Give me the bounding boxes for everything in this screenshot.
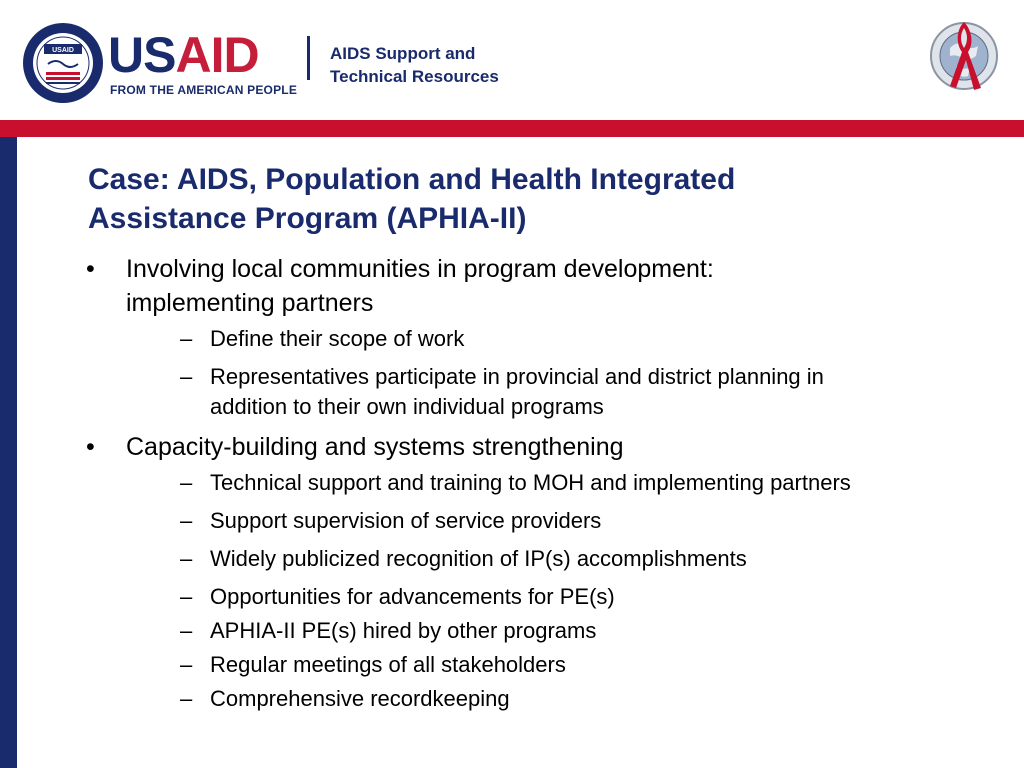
sub-bullet-item xyxy=(126,544,966,574)
slide-title xyxy=(88,160,968,238)
dash-marker: – xyxy=(180,470,193,495)
sub-bullet-item xyxy=(126,684,966,714)
sub-bullet-text-line1: Representatives participate in provincial and district planning in xyxy=(210,364,824,389)
bullet-text-line2: implementing partners xyxy=(126,289,374,317)
dash-marker: – xyxy=(180,326,193,351)
sub-bullet-item xyxy=(126,506,966,536)
sub-bullet-item xyxy=(126,362,966,422)
sub-bullet-list xyxy=(126,324,966,422)
dash-marker: – xyxy=(180,546,193,571)
sub-bullet-text-line1: Support supervision of service providers xyxy=(210,508,602,533)
seal-label: USAID xyxy=(52,47,74,54)
bullet-marker: • xyxy=(86,433,95,461)
bullet-text-line1: Capacity-building and systems strengthening xyxy=(126,433,624,461)
sub-bullet-text-line1: Widely publicized recognition of IP(s) accomplishments xyxy=(210,546,747,571)
sub-bullet-item xyxy=(126,616,966,646)
sub-bullet-item xyxy=(126,582,966,612)
sub-bullet-text-line1: APHIA-II PE(s) hired by other programs xyxy=(210,618,597,643)
sub-bullet-text-line1: Regular meetings of all stakeholders xyxy=(210,652,566,677)
program-name-line2: Technical Resources xyxy=(330,67,499,86)
bullet-item xyxy=(86,252,966,422)
bullet-marker: • xyxy=(86,255,95,283)
dash-marker: – xyxy=(180,686,193,711)
dash-marker: – xyxy=(180,584,193,609)
navy-side-band xyxy=(0,137,17,768)
wordmark-aid: AID xyxy=(175,27,259,83)
wordmark-us: US xyxy=(108,27,176,83)
usaid-wordmark xyxy=(108,27,259,83)
sub-bullet-text-line1: Opportunities for advancements for PE(s) xyxy=(210,584,615,609)
sub-bullet-text-line1: Technical support and training to MOH and implementing partners xyxy=(210,470,851,495)
aids-ribbon-globe-icon xyxy=(926,16,1002,104)
sub-bullet-item xyxy=(126,650,966,680)
slide-title-line1: Case: AIDS, Population and Health Integrated xyxy=(88,163,736,196)
red-band xyxy=(0,120,1024,137)
logo-tagline: FROM THE AMERICAN PEOPLE xyxy=(110,83,298,97)
sub-bullet-text-line1: Comprehensive recordkeeping xyxy=(210,686,510,711)
bullet-list xyxy=(86,252,966,718)
sub-bullet-item xyxy=(126,324,966,354)
dash-marker: – xyxy=(180,618,193,643)
header xyxy=(0,0,1024,120)
usaid-seal-icon xyxy=(22,22,104,104)
sub-bullet-text-line2: addition to their own individual programs xyxy=(210,394,604,419)
program-name-line1: AIDS Support and xyxy=(330,44,476,63)
header-divider xyxy=(307,36,310,80)
dash-marker: – xyxy=(180,508,193,533)
sub-bullet-item xyxy=(126,468,966,498)
sub-bullet-text-line1: Define their scope of work xyxy=(210,326,465,351)
slide-title-line2: Assistance Program (APHIA-II) xyxy=(88,202,527,235)
dash-marker: – xyxy=(180,652,193,677)
bullet-item xyxy=(86,430,966,714)
program-name xyxy=(330,42,499,88)
sub-bullet-list xyxy=(126,468,966,714)
dash-marker: – xyxy=(180,364,193,389)
bullet-text-line1: Involving local communities in program development: xyxy=(126,255,714,283)
